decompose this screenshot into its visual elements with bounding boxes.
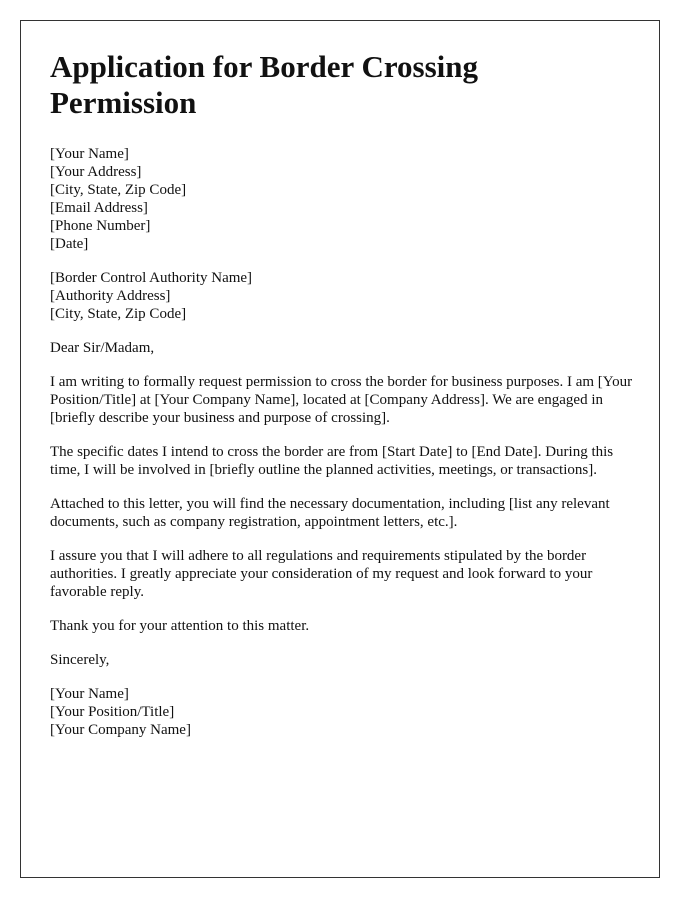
sender-address: [Your Address]: [50, 164, 142, 180]
body-paragraph-dates: The specific dates I intend to cross the border are from [Start Date] to [End Date]. During this time, I will be involved in [briefly outline the planned activities, meetings, or transactions].: [50, 444, 614, 478]
signature-company: [Your Company Name]: [50, 722, 191, 738]
letter-page: [20, 20, 660, 878]
recipient-city-state-zip: [City, State, Zip Code]: [50, 306, 187, 322]
sender-block: [50, 145, 635, 253]
body-paragraph-purpose: I am writing to formally request permission to cross the border for business purposes. I am [Your Position/Title] at [Your Company Name], located at [Company Address]. We are engaged in [briefly describe your business and purpose of crossing].: [50, 374, 633, 426]
letter-title: Application for Border Crossing Permission: [50, 49, 479, 120]
closing: Sincerely,: [50, 652, 110, 668]
sender-name: [Your Name]: [50, 146, 129, 162]
letter-date: [Date]: [50, 236, 89, 252]
body-paragraph-assurance: I assure you that I will adhere to all regulations and requirements stipulated by the border authorities. I greatly appreciate your consideration of my request and look forward to your favorable reply.: [50, 548, 593, 600]
sender-phone: [Phone Number]: [50, 218, 151, 234]
recipient-block: [50, 269, 635, 323]
signature-name: [Your Name]: [50, 686, 129, 702]
recipient-address: [Authority Address]: [50, 288, 171, 304]
body-paragraph-attachments: Attached to this letter, you will find the necessary documentation, including [list any relevant documents, such as company registration, appointment letters, etc.].: [50, 496, 610, 530]
recipient-name: [Border Control Authority Name]: [50, 270, 253, 286]
salutation: Dear Sir/Madam,: [50, 340, 155, 356]
body-paragraph-thanks: Thank you for your attention to this matter.: [50, 618, 310, 634]
sender-email: [Email Address]: [50, 200, 148, 216]
signature-title: [Your Position/Title]: [50, 704, 175, 720]
signature-block: [50, 685, 635, 739]
letter-content: [50, 49, 635, 755]
sender-city-state-zip: [City, State, Zip Code]: [50, 182, 187, 198]
